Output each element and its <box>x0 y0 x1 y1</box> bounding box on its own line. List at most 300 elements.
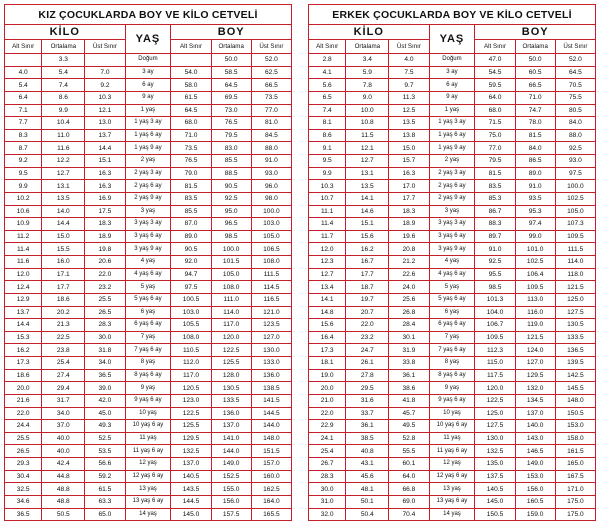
table-row <box>5 369 292 382</box>
boy-ort-cell: 79.5 <box>211 129 251 142</box>
kilo-ust-cell: 38.6 <box>389 382 429 395</box>
kilo-ust-cell: 13.8 <box>389 129 429 142</box>
kilo-ort-cell: 16.7 <box>346 256 389 269</box>
kilo-ort-cell: 22.5 <box>42 331 85 344</box>
kilo-ust-cell: 56.6 <box>85 458 125 471</box>
kilo-alt-cell: 12.4 <box>5 281 42 294</box>
kilo-alt-cell: 14.4 <box>5 319 42 332</box>
boy-ust-cell: 80.5 <box>555 104 595 117</box>
kilo-ort-cell: 44.8 <box>42 470 85 483</box>
table-row <box>309 495 596 508</box>
age-cell: 6 yaş <box>125 306 171 319</box>
kilo-ust-cell: 12.5 <box>389 104 429 117</box>
boy-alt-cell: 86.7 <box>475 205 515 218</box>
boys-kilo-ust: Üst Sınır <box>389 40 429 54</box>
kilo-ust-cell: 20.8 <box>389 243 429 256</box>
kilo-ust-cell <box>85 54 125 67</box>
kilo-alt-cell: 7.4 <box>309 104 346 117</box>
kilo-alt-cell: 30.4 <box>5 470 42 483</box>
kilo-alt-cell: 17.3 <box>309 344 346 357</box>
kilo-ust-cell: 18.9 <box>389 218 429 231</box>
kilo-ort-cell: 14.6 <box>346 205 389 218</box>
kilo-alt-cell: 9.5 <box>309 155 346 168</box>
boys-title: ERKEK ÇOCUKLARDA BOY VE KİLO CETVELİ <box>309 5 596 25</box>
kilo-alt-cell: 10.2 <box>5 192 42 205</box>
boy-ort-cell: 136.0 <box>211 407 251 420</box>
kilo-ort-cell: 37.0 <box>42 420 85 433</box>
kilo-alt-cell: 7.1 <box>5 104 42 117</box>
kilo-ort-cell: 36.1 <box>346 420 389 433</box>
boy-alt-cell: 54.0 <box>171 66 211 79</box>
boy-ust-cell: 141.5 <box>251 394 291 407</box>
age-cell: 9 ay <box>429 91 475 104</box>
kilo-ust-cell: 65.0 <box>85 508 125 521</box>
boy-alt-cell: 132.5 <box>475 445 515 458</box>
table-row <box>5 344 292 357</box>
boy-alt-cell: 145.0 <box>171 508 211 521</box>
boy-ort-cell: 157.5 <box>211 508 251 521</box>
kilo-ust-cell: 13.7 <box>85 129 125 142</box>
boy-alt-cell: 98.5 <box>475 281 515 294</box>
boy-alt-cell: 103.0 <box>171 306 211 319</box>
kilo-ort-cell: 29.4 <box>42 382 85 395</box>
kilo-alt-cell: 5.6 <box>309 79 346 92</box>
table-row <box>309 205 596 218</box>
kilo-alt-cell: 10.3 <box>309 180 346 193</box>
boy-ust-cell: 64.5 <box>555 66 595 79</box>
boy-ort-cell: 97.4 <box>515 218 555 231</box>
boys-boy-ort: Ortalama <box>515 40 555 54</box>
boy-alt-cell: 79.0 <box>171 167 211 180</box>
age-cell: 4 yaş 6 ay <box>125 268 171 281</box>
table-row <box>5 281 292 294</box>
age-cell: 12 yaş <box>125 458 171 471</box>
boy-ort-cell: 119.0 <box>515 319 555 332</box>
kilo-ort-cell: 14.1 <box>346 192 389 205</box>
kilo-ust-cell: 15.0 <box>389 142 429 155</box>
table-row <box>5 394 292 407</box>
boy-ust-cell: 98.0 <box>251 192 291 205</box>
kilo-ort-cell: 24.7 <box>346 344 389 357</box>
boy-alt-cell: 77.0 <box>475 142 515 155</box>
kilo-alt-cell: 25.5 <box>5 432 42 445</box>
kilo-alt-cell: 25.4 <box>309 445 346 458</box>
table-row <box>309 331 596 344</box>
age-cell: 2 yaş <box>429 155 475 168</box>
boy-ust-cell: 125.0 <box>555 293 595 306</box>
boy-ort-cell: 111.0 <box>211 293 251 306</box>
girls-panel <box>4 4 292 521</box>
age-cell: 6 ay <box>125 79 171 92</box>
girls-boy-ort: Ortalama <box>211 40 251 54</box>
table-row <box>5 218 292 231</box>
kilo-ust-cell: 20.6 <box>85 256 125 269</box>
boy-ort-cell: 141.0 <box>211 432 251 445</box>
table-row <box>5 117 292 130</box>
age-cell: 1 yaş 6 ay <box>429 129 475 142</box>
boy-alt-cell: 85.3 <box>475 192 515 205</box>
kilo-ort-cell: 43.1 <box>346 458 389 471</box>
boys-panel <box>308 4 596 521</box>
boy-alt-cell: 145.0 <box>475 495 515 508</box>
kilo-alt-cell: 13.7 <box>5 306 42 319</box>
boy-alt-cell: 54.5 <box>475 66 515 79</box>
kilo-ort-cell: 19.7 <box>346 293 389 306</box>
kilo-ust-cell: 16.3 <box>389 167 429 180</box>
kilo-ust-cell: 60.1 <box>389 458 429 471</box>
boy-ust-cell: 93.0 <box>251 167 291 180</box>
boy-ort-cell: 69.5 <box>211 91 251 104</box>
kilo-alt-cell: 18.1 <box>309 357 346 370</box>
boy-ort-cell: 125.5 <box>211 357 251 370</box>
kilo-ust-cell: 15.7 <box>389 155 429 168</box>
age-cell: 3 yaş <box>429 205 475 218</box>
boys-table-body <box>309 54 596 521</box>
age-cell: 3 yaş 3 ay <box>125 218 171 231</box>
kilo-ust-cell: 49.3 <box>85 420 125 433</box>
kilo-alt-cell: 17.3 <box>5 357 42 370</box>
boy-ust-cell: 109.5 <box>555 230 595 243</box>
kilo-ort-cell: 23.2 <box>346 331 389 344</box>
boy-ust-cell: 161.5 <box>555 445 595 458</box>
kilo-ort-cell: 15.1 <box>346 218 389 231</box>
boy-ust-cell: 175.0 <box>555 508 595 521</box>
boy-ort-cell: 50.0 <box>515 54 555 67</box>
boy-ort-cell: 160.5 <box>515 495 555 508</box>
boy-alt-cell: 71.5 <box>475 117 515 130</box>
table-row <box>309 66 596 79</box>
table-row <box>309 432 596 445</box>
boy-ort-cell: 90.5 <box>211 180 251 193</box>
age-cell: 11 yaş 6 ay <box>125 445 171 458</box>
table-row <box>5 205 292 218</box>
boy-alt-cell: 112.3 <box>475 344 515 357</box>
boy-alt-cell: 87.0 <box>171 218 211 231</box>
table-row <box>309 256 596 269</box>
boy-ust-cell: 162.5 <box>251 483 291 496</box>
boy-ust-cell: 136.0 <box>251 369 291 382</box>
boy-ort-cell: 50.0 <box>211 54 251 67</box>
boy-ust-cell: 84.5 <box>251 129 291 142</box>
boy-ust-cell: 130.5 <box>555 319 595 332</box>
table-row <box>309 218 596 231</box>
kilo-ust-cell: 14.4 <box>85 142 125 155</box>
boy-ort-cell: 113.0 <box>515 293 555 306</box>
kilo-ort-cell: 13.5 <box>346 180 389 193</box>
table-row <box>5 293 292 306</box>
kilo-ort-cell: 40.0 <box>42 445 85 458</box>
boy-alt-cell: 89.7 <box>475 230 515 243</box>
boy-ort-cell: 101.5 <box>211 256 251 269</box>
girls-boy-alt: Alt Sınır <box>171 40 211 54</box>
boy-alt-cell: 150.5 <box>475 508 515 521</box>
girls-table <box>4 4 292 521</box>
boy-ort-cell: 159.0 <box>515 508 555 521</box>
kilo-ust-cell: 63.3 <box>85 495 125 508</box>
boy-ort-cell: 73.0 <box>211 104 251 117</box>
kilo-ort-cell: 11.5 <box>346 129 389 142</box>
age-cell: 9 yaş <box>125 382 171 395</box>
age-cell: Doğum <box>125 54 171 67</box>
kilo-alt-cell: 21.0 <box>309 394 346 407</box>
boy-alt-cell: 104.0 <box>475 306 515 319</box>
boy-alt-cell: 91.0 <box>475 243 515 256</box>
kilo-alt-cell: 13.4 <box>309 281 346 294</box>
age-cell: 7 yaş 6 ay <box>429 344 475 357</box>
age-cell: 6 ay <box>429 79 475 92</box>
kilo-ust-cell: 7.5 <box>389 66 429 79</box>
table-row <box>309 470 596 483</box>
kilo-ust-cell: 17.7 <box>389 192 429 205</box>
kilo-alt-cell: 24.1 <box>309 432 346 445</box>
kilo-alt-cell: 14.8 <box>309 306 346 319</box>
kilo-ust-cell: 17.0 <box>389 180 429 193</box>
kilo-ort-cell: 29.5 <box>346 382 389 395</box>
girls-boy-header: BOY <box>171 25 292 40</box>
boy-ort-cell: 152.5 <box>211 470 251 483</box>
kilo-ort-cell: 12.1 <box>346 142 389 155</box>
kilo-ust-cell: 69.0 <box>389 495 429 508</box>
age-cell: 11 yaş <box>125 432 171 445</box>
kilo-ort-cell: 31.6 <box>346 394 389 407</box>
boy-ort-cell: 156.0 <box>515 483 555 496</box>
kilo-ust-cell: 52.5 <box>85 432 125 445</box>
kilo-ort-cell: 15.5 <box>42 243 85 256</box>
boy-ust-cell: 106.5 <box>251 243 291 256</box>
kilo-alt-cell: 16.2 <box>5 344 42 357</box>
age-cell: 4 yaş <box>125 256 171 269</box>
kilo-ust-cell: 42.0 <box>85 394 125 407</box>
table-row <box>309 142 596 155</box>
kilo-ort-cell: 23.8 <box>42 344 85 357</box>
boy-alt-cell: 120.0 <box>475 382 515 395</box>
boy-alt-cell: 109.5 <box>475 331 515 344</box>
kilo-ust-cell: 16.3 <box>85 167 125 180</box>
table-row <box>309 407 596 420</box>
age-cell: 6 yaş 6 ay <box>125 319 171 332</box>
table-row <box>309 306 596 319</box>
boy-alt-cell: 137.0 <box>171 458 211 471</box>
kilo-ort-cell: 10.4 <box>42 117 85 130</box>
kilo-ort-cell: 34.0 <box>42 407 85 420</box>
kilo-ort-cell: 12.7 <box>346 155 389 168</box>
boy-ust-cell: 167.5 <box>555 470 595 483</box>
boy-alt-cell: 81.5 <box>475 167 515 180</box>
kilo-ort-cell: 9.0 <box>346 91 389 104</box>
boy-ust-cell: 88.0 <box>555 129 595 142</box>
boy-ust-cell: 133.0 <box>251 357 291 370</box>
age-cell: 3 yaş 6 ay <box>125 230 171 243</box>
table-row <box>309 508 596 521</box>
age-cell: 5 yaş <box>125 281 171 294</box>
table-row <box>309 192 596 205</box>
kilo-ust-cell: 23.2 <box>85 281 125 294</box>
kilo-alt-cell: 12.3 <box>309 256 346 269</box>
table-row <box>309 293 596 306</box>
kilo-alt-cell: 20.0 <box>309 382 346 395</box>
boy-ust-cell: 118.0 <box>555 268 595 281</box>
age-cell: 7 yaş <box>429 331 475 344</box>
boy-ust-cell: 100.0 <box>251 205 291 218</box>
age-cell: 9 yaş 6 ay <box>429 394 475 407</box>
age-cell: 3 yaş 9 ay <box>429 243 475 256</box>
table-row <box>5 420 292 433</box>
age-cell: 9 yaş 6 ay <box>125 394 171 407</box>
boy-ort-cell: 78.0 <box>515 117 555 130</box>
kilo-ust-cell: 22.6 <box>389 268 429 281</box>
table-row <box>5 192 292 205</box>
kilo-alt-cell: 10.9 <box>5 218 42 231</box>
kilo-ort-cell: 13.1 <box>346 167 389 180</box>
boy-ort-cell: 93.5 <box>515 192 555 205</box>
kilo-ust-cell: 59.2 <box>85 470 125 483</box>
kilo-alt-cell: 15.3 <box>5 331 42 344</box>
table-row <box>309 54 596 67</box>
boy-ort-cell: 155.0 <box>211 483 251 496</box>
kilo-ort-cell: 16.0 <box>42 256 85 269</box>
kilo-alt-cell: 8.1 <box>309 117 346 130</box>
kilo-ust-cell: 24.0 <box>389 281 429 294</box>
boy-ust-cell: 114.5 <box>251 281 291 294</box>
kilo-ust-cell: 30.0 <box>85 331 125 344</box>
kilo-alt-cell: 10.6 <box>5 205 42 218</box>
kilo-alt-cell <box>5 54 42 67</box>
kilo-ust-cell: 25.5 <box>85 293 125 306</box>
boy-ust-cell: 123.5 <box>251 319 291 332</box>
boy-ort-cell: 58.5 <box>211 66 251 79</box>
kilo-alt-cell: 30.0 <box>309 483 346 496</box>
kilo-alt-cell: 22.9 <box>309 420 346 433</box>
kilo-ort-cell: 38.5 <box>346 432 389 445</box>
boy-ort-cell: 130.5 <box>211 382 251 395</box>
table-row <box>5 458 292 471</box>
boy-ust-cell: 96.0 <box>251 180 291 193</box>
girls-boy-ust: Üst Sınır <box>251 40 291 54</box>
boy-alt-cell: 94.7 <box>171 268 211 281</box>
boy-ust-cell: 158.0 <box>555 432 595 445</box>
age-cell: 2 yaş 3 ay <box>429 167 475 180</box>
boy-alt-cell: 122.5 <box>475 394 515 407</box>
table-row <box>309 230 596 243</box>
boy-ust-cell: 105.0 <box>251 230 291 243</box>
kilo-alt-cell: 11.2 <box>5 230 42 243</box>
table-row <box>5 230 292 243</box>
boy-ust-cell: 52.0 <box>251 54 291 67</box>
boy-ust-cell: 100.0 <box>555 180 595 193</box>
age-cell: 7 yaş <box>125 331 171 344</box>
kilo-alt-cell: 36.5 <box>5 508 42 521</box>
boy-ust-cell: 62.5 <box>251 66 291 79</box>
boy-ust-cell: 165.0 <box>555 458 595 471</box>
boy-ort-cell: 140.0 <box>515 420 555 433</box>
kilo-alt-cell: 2.8 <box>309 54 346 67</box>
kilo-ort-cell: 25.4 <box>42 357 85 370</box>
boy-ort-cell: 129.5 <box>515 369 555 382</box>
boy-alt-cell: 58.0 <box>171 79 211 92</box>
kilo-ust-cell: 10.3 <box>85 91 125 104</box>
kilo-ort-cell: 20.2 <box>42 306 85 319</box>
boy-ort-cell: 88.5 <box>211 167 251 180</box>
age-cell: 10 yaş <box>429 407 475 420</box>
boy-alt-cell: 132.5 <box>171 445 211 458</box>
kilo-ust-cell: 36.1 <box>389 369 429 382</box>
kilo-ort-cell: 40.8 <box>346 445 389 458</box>
table-row <box>5 306 292 319</box>
boy-ust-cell: 165.5 <box>251 508 291 521</box>
boy-ort-cell: 120.0 <box>211 331 251 344</box>
boy-alt-cell: 130.0 <box>475 432 515 445</box>
age-cell: 1 yaş 9 ay <box>125 142 171 155</box>
kilo-ust-cell: 55.5 <box>389 445 429 458</box>
table-row <box>5 180 292 193</box>
kilo-alt-cell: 16.4 <box>309 331 346 344</box>
kilo-alt-cell: 11.4 <box>309 218 346 231</box>
kilo-alt-cell: 4.0 <box>5 66 42 79</box>
kilo-alt-cell: 9.2 <box>5 155 42 168</box>
boy-ust-cell: 136.5 <box>555 344 595 357</box>
boy-alt-cell: 83.5 <box>171 192 211 205</box>
kilo-ust-cell: 13.5 <box>389 117 429 130</box>
kilo-ust-cell: 15.1 <box>85 155 125 168</box>
kilo-ort-cell: 33.7 <box>346 407 389 420</box>
table-row <box>5 129 292 142</box>
kilo-alt-cell: 18.6 <box>5 369 42 382</box>
boy-ust-cell: 139.5 <box>555 357 595 370</box>
kilo-ort-cell: 50.5 <box>42 508 85 521</box>
kilo-ort-cell: 15.0 <box>42 230 85 243</box>
boy-ust-cell: 127.5 <box>555 306 595 319</box>
age-cell: 1 yaş <box>125 104 171 117</box>
boy-ust-cell: 116.5 <box>251 293 291 306</box>
age-cell: 1 yaş 3 ay <box>125 117 171 130</box>
age-cell: 13 yaş <box>429 483 475 496</box>
boy-alt-cell: 125.5 <box>171 420 211 433</box>
kilo-alt-cell: 8.7 <box>5 142 42 155</box>
kilo-alt-cell: 10.7 <box>309 192 346 205</box>
kilo-alt-cell: 20.0 <box>5 382 42 395</box>
age-cell: 5 yaş <box>429 281 475 294</box>
boy-ort-cell: 133.5 <box>211 394 251 407</box>
table-row <box>309 382 596 395</box>
boy-ort-cell: 86.5 <box>515 155 555 168</box>
boy-alt-cell: 117.5 <box>475 369 515 382</box>
kilo-alt-cell: 34.6 <box>5 495 42 508</box>
kilo-alt-cell: 9.1 <box>309 142 346 155</box>
table-row <box>309 458 596 471</box>
boy-ort-cell: 66.5 <box>515 79 555 92</box>
table-row <box>5 54 292 67</box>
kilo-ort-cell: 3.3 <box>42 54 85 67</box>
kilo-ort-cell: 18.7 <box>346 281 389 294</box>
boy-ust-cell: 73.5 <box>251 91 291 104</box>
table-row <box>5 407 292 420</box>
kilo-ort-cell: 7.4 <box>42 79 85 92</box>
girls-title: KIZ ÇOCUKLARDA BOY VE KİLO CETVELİ <box>5 5 292 25</box>
boy-ust-cell: 75.5 <box>555 91 595 104</box>
kilo-ust-cell: 19.8 <box>85 243 125 256</box>
kilo-alt-cell: 4.1 <box>309 66 346 79</box>
boy-ust-cell: 142.5 <box>555 369 595 382</box>
kilo-alt-cell: 22.0 <box>5 407 42 420</box>
boy-ust-cell: 171.0 <box>555 483 595 496</box>
boy-ort-cell: 127.0 <box>515 357 555 370</box>
table-row <box>309 117 596 130</box>
age-cell: 6 yaş <box>429 306 475 319</box>
boy-alt-cell: 123.0 <box>171 394 211 407</box>
table-row <box>5 256 292 269</box>
kilo-alt-cell: 32.5 <box>5 483 42 496</box>
boy-ort-cell: 149.0 <box>515 458 555 471</box>
